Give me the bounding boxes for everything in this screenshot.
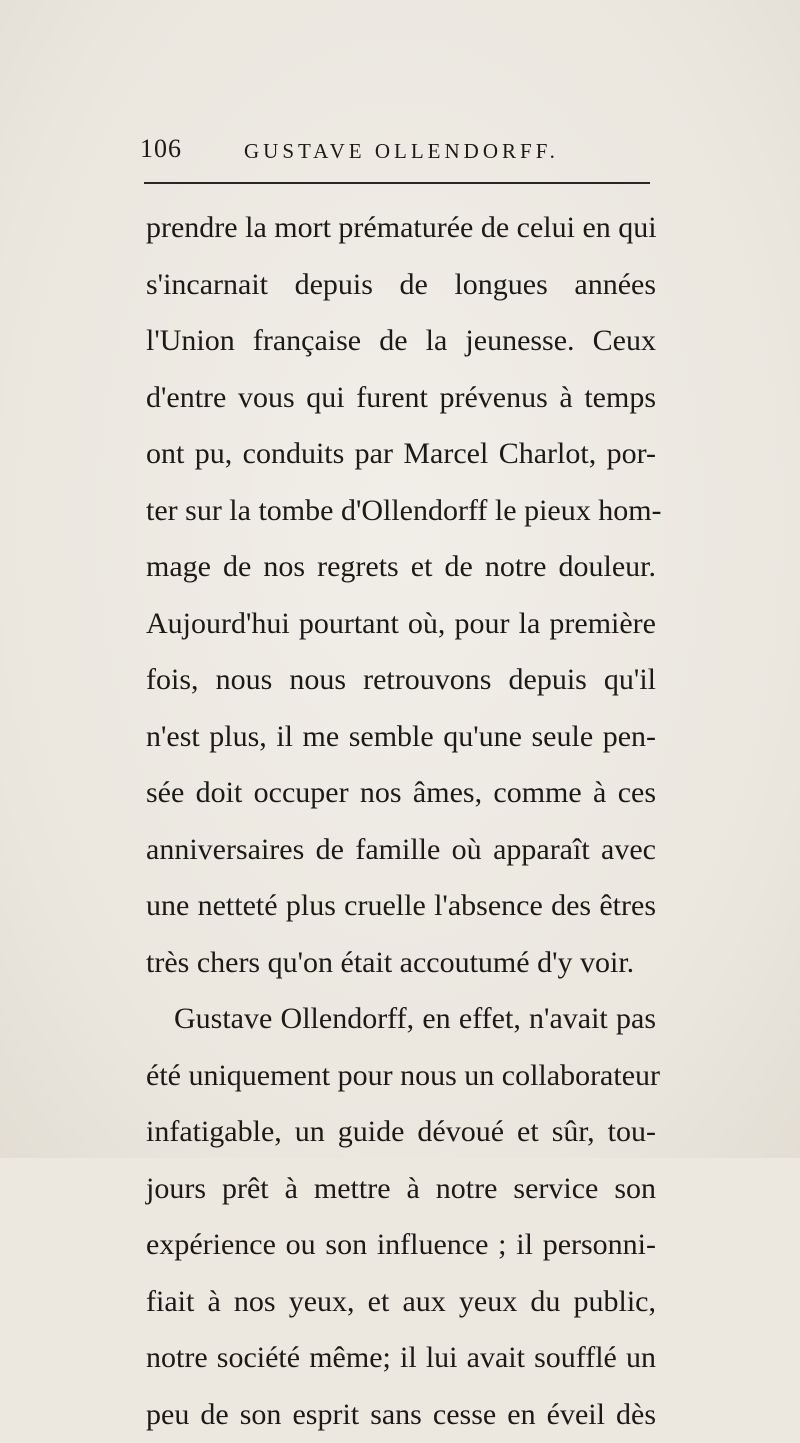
body-text [146, 200, 656, 1443]
text-line: expérience ou son influence ; il personni- [146, 1217, 656, 1274]
text-line: été uniquement pour nous un collaborateur [146, 1048, 656, 1105]
text-line: ter sur la tombe d'Ollendorff le pieux hom- [146, 483, 656, 540]
text-line: très chers qu'on était accoutumé d'y voir. [146, 935, 656, 992]
text-line: anniversaires de famille où apparaît avec [146, 822, 656, 879]
text-line: d'entre vous qui furent prévenus à temps [146, 370, 656, 427]
text-line: mage de nos regrets et de notre douleur. [146, 539, 656, 596]
text-line: prendre la mort prématurée de celui en qui [146, 200, 656, 257]
page-header [140, 130, 660, 170]
text-line: Aujourd'hui pourtant où, pour la première [146, 596, 656, 653]
text-line: fiait à nos yeux, et aux yeux du public, [146, 1274, 656, 1331]
text-line: s'incarnait depuis de longues années [146, 257, 656, 314]
text-line: n'est plus, il me semble qu'une seule pen- [146, 709, 656, 766]
text-line: jours prêt à mettre à notre service son [146, 1161, 656, 1218]
text-line: sée doit occuper nos âmes, comme à ces [146, 765, 656, 822]
text-line: l'Union française de la jeunesse. Ceux [146, 313, 656, 370]
text-line: notre société même; il lui avait soufflé un [146, 1330, 656, 1387]
page-number: 106 [140, 134, 182, 164]
text-line: infatigable, un guide dévoué et sûr, tou- [146, 1104, 656, 1161]
text-line: fois, nous nous retrouvons depuis qu'il [146, 652, 656, 709]
header-rule [144, 182, 650, 184]
text-line: une netteté plus cruelle l'absence des êtres [146, 878, 656, 935]
running-head: GUSTAVE OLLENDORFF. [244, 139, 559, 164]
text-line: Gustave Ollendorff, en effet, n'avait pas [146, 991, 656, 1048]
text-line: peu de son esprit sans cesse en éveil dès [146, 1387, 656, 1443]
text-line: ont pu, conduits par Marcel Charlot, por- [146, 426, 656, 483]
